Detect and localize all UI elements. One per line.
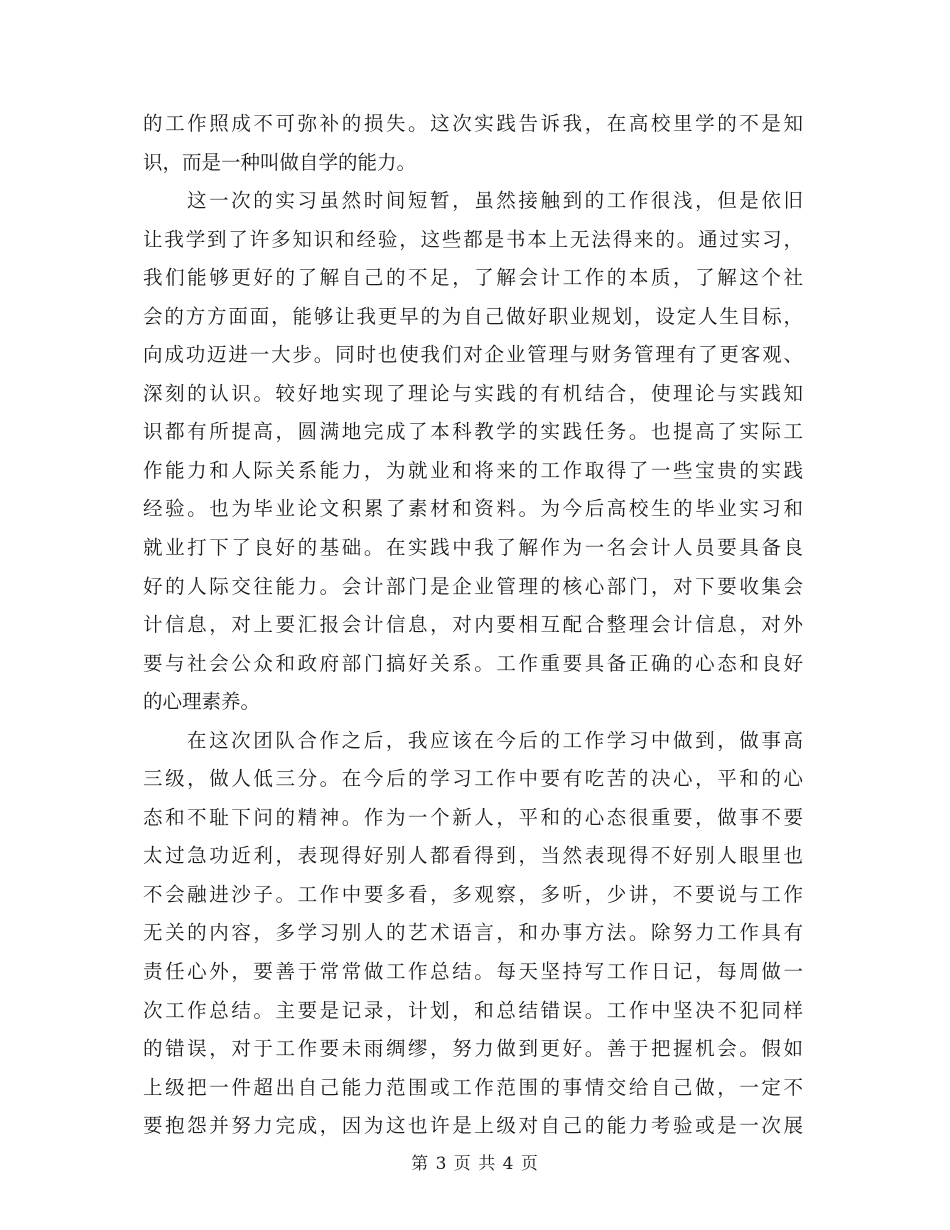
text-line: 计信息，对上要汇报会计信息，对内要相互配合整理会计信息，对外 [143,613,803,637]
text-line: 识都有所提高，圆满地完成了本科教学的实践任务。也提高了实际工 [143,420,803,444]
text-line: 的错误，对于工作要未雨绸缪，努力做到更好。善于把握机会。假如 [143,1037,803,1061]
text-line: 上级把一件超出自己能力范围或工作范围的事情交给自己做，一定不 [143,1075,803,1099]
text-line: 无关的内容，多学习别人的艺术语言，和办事方法。除努力工作具有 [143,921,803,945]
text-line: 就业打下了良好的基础。在实践中我了解作为一名会计人员要具备良 [143,536,803,560]
text-line: 让我学到了许多知识和经验，这些都是书本上无法得来的。通过实习， [143,227,803,251]
text-line: 不会融进沙子。工作中要多看，多观察，多听，少讲，不要说与工作 [143,882,803,906]
text-line: 的心理素养。 [143,690,261,714]
text-line: 要与社会公众和政府部门搞好关系。工作重要具备正确的心态和良好 [143,651,803,675]
document-body [143,105,803,1146]
page-number-footer: 第 3 页 共 4 页 [411,1154,539,1174]
text-line: 作能力和人际关系能力，为就业和将来的工作取得了一些宝贵的实践 [143,458,803,482]
text-line: 在这次团队合作之后，我应该在今后的工作学习中做到，做事高 [187,728,803,752]
text-line: 这一次的实习虽然时间短暂，虽然接触到的工作很浅，但是依旧 [187,189,803,213]
text-line: 太过急功近利，表现得好别人都看得到，当然表现得不好别人眼里也 [143,844,803,868]
text-line: 经验。也为毕业论文积累了素材和资料。为今后高校生的毕业实习和 [143,497,803,521]
text-line: 我们能够更好的了解自己的不足，了解会计工作的本质，了解这个社 [143,266,803,290]
text-line: 向成功迈进一大步。同时也使我们对企业管理与财务管理有了更客观、 [143,343,803,367]
text-line: 责任心外，要善于常常做工作总结。每天坚持写工作日记，每周做一 [143,960,803,984]
text-line: 次工作总结。主要是记录，计划，和总结错误。工作中坚决不犯同样 [143,998,803,1022]
text-line: 会的方方面面，能够让我更早的为自己做好职业规划，设定人生目标， [143,304,803,328]
text-line: 三级，做人低三分。在今后的学习工作中要有吃苦的决心，平和的心 [143,767,803,791]
text-line: 的工作照成不可弥补的损失。这次实践告诉我，在高校里学的不是知 [143,112,803,135]
text-line: 深刻的认识。较好地实现了理论与实践的有机结合，使理论与实践知 [143,381,803,405]
text-line: 要抱怨并努力完成，因为这也许是上级对自己的能力考验或是一次展 [143,1114,803,1138]
text-line: 态和不耻下问的精神。作为一个新人，平和的心态很重要，做事不要 [143,805,803,829]
text-line: 好的人际交往能力。会计部门是企业管理的核心部门，对下要收集会 [143,574,803,598]
text-line: 识，而是一种叫做自学的能力。 [143,150,417,174]
